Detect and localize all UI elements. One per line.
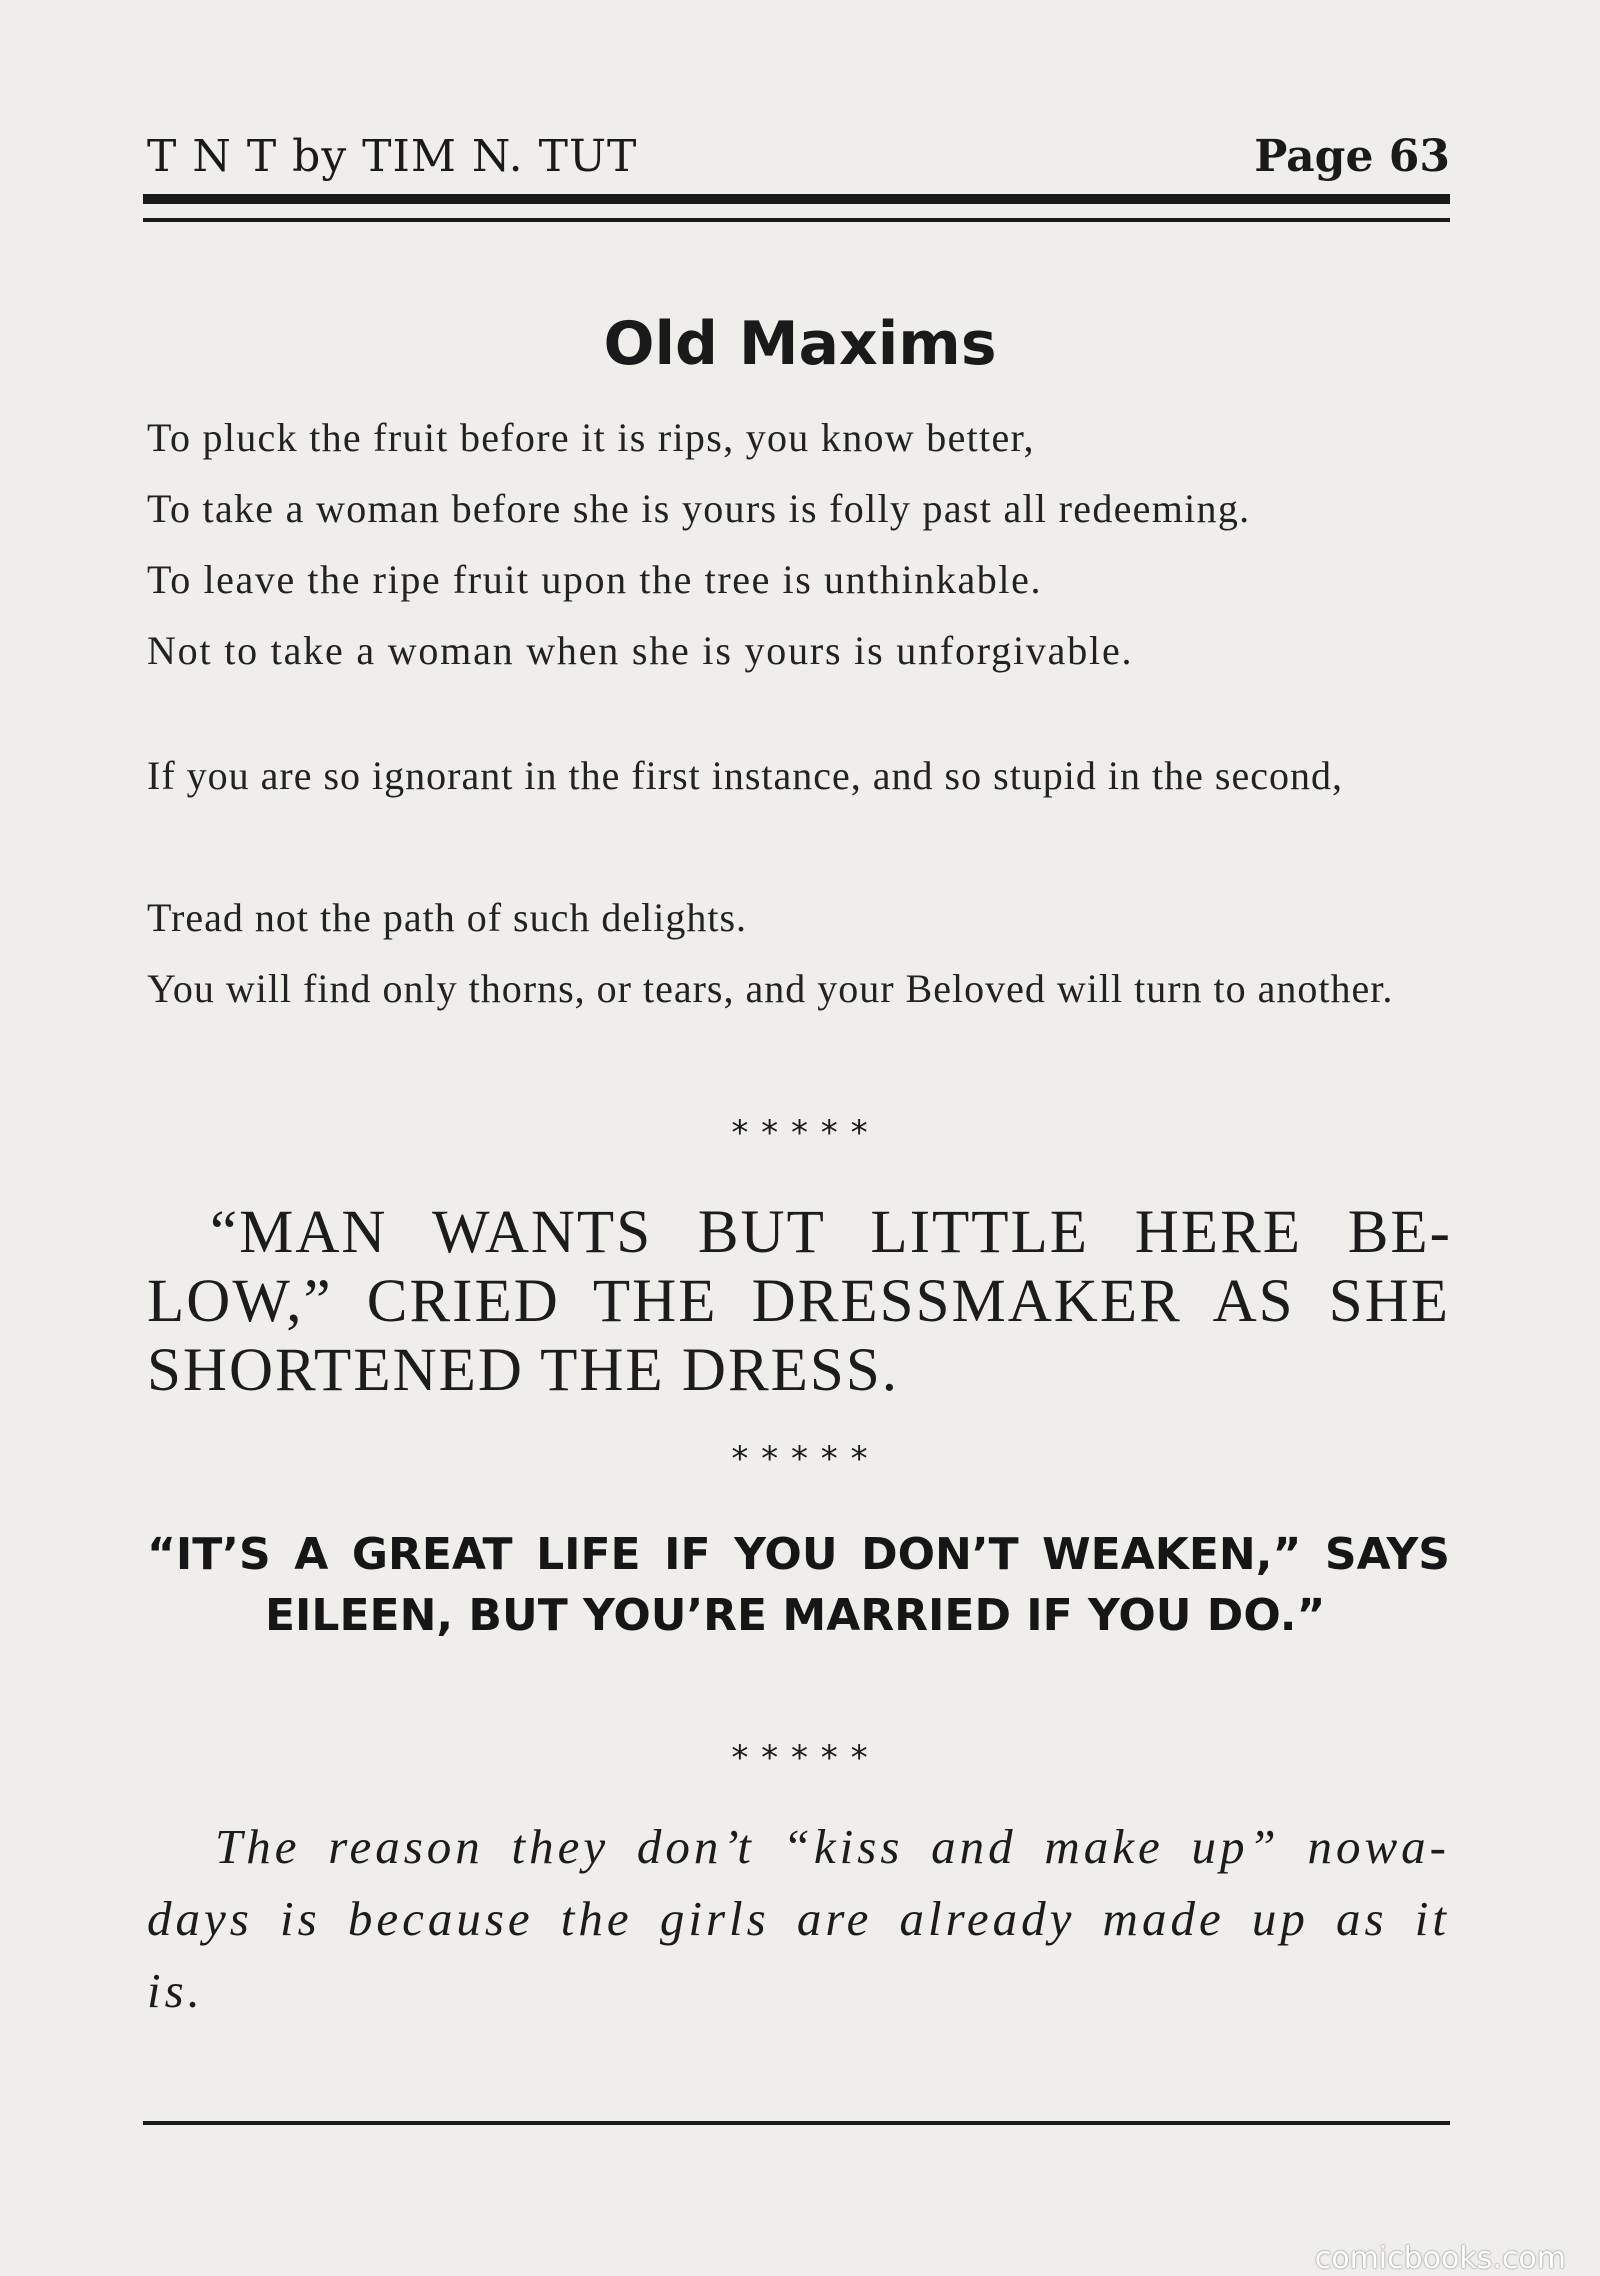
separator-stars: * * * * *	[731, 1113, 869, 1153]
header-rule-thick	[143, 194, 1450, 204]
page-header	[147, 132, 1450, 182]
kiss-quote: The reason they don’t “kiss and make up” nowa-days is because the girls are already made up as it is.	[147, 1819, 1450, 2018]
verse-line: To take a woman before she is yours is folly past all redeeming.	[147, 486, 1251, 531]
header-rule-thin	[143, 218, 1450, 222]
page-number: Page 63	[1254, 131, 1450, 182]
paragraph: Tread not the path of such delights.	[147, 895, 748, 940]
separator-stars: * * * * *	[731, 1439, 869, 1479]
paragraph: If you are so ignorant in the first instance, and so stupid in the second,	[147, 753, 1343, 798]
page-title: Old Maxims	[603, 309, 997, 379]
paragraph: You will find only thorns, or tears, and your Beloved will turn to another.	[147, 966, 1394, 1011]
watermark: comicbooks.com	[1314, 2241, 1566, 2276]
separator-stars: * * * * *	[731, 1738, 869, 1778]
verse-line: To leave the ripe fruit upon the tree is unthinkable.	[147, 557, 1043, 602]
running-title: T N T by TIM N. TUT	[147, 131, 638, 182]
footer-rule	[143, 2121, 1450, 2125]
eileen-quote: “IT’S A GREAT LIFE IF YOU DON’T WEAKEN,” SAYS EILEEN, BUT YOU’RE MARRIED IF YOU DO.”	[147, 1529, 1450, 1641]
dressmaker-quote: “MAN WANTS BUT LITTLE HERE BELOW,” CRIED THE DRESSMAKER AS SHE SHORTENED THE DRESS.	[147, 1199, 1450, 1404]
verse-line: Not to take a woman when she is yours is unforgivable.	[147, 628, 1134, 673]
verse-line: To pluck the fruit before it is rips, you know better,	[147, 415, 1035, 460]
